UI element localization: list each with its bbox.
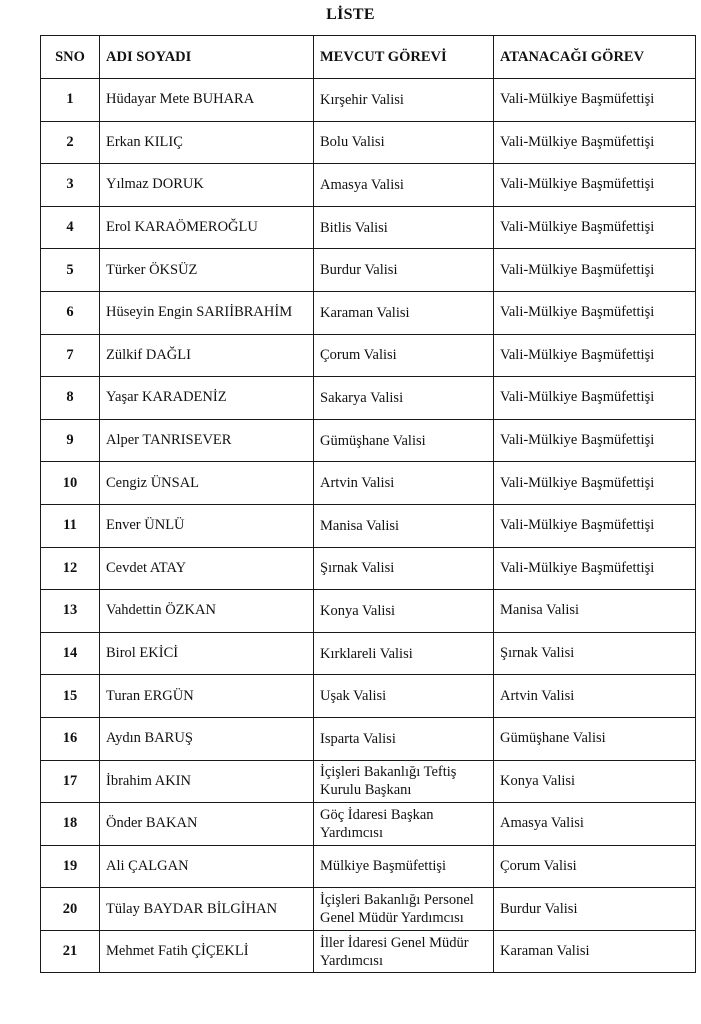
cell-current-position: Manisa Valisi xyxy=(314,504,494,547)
table-row xyxy=(41,206,696,249)
cell-new-position: Amasya Valisi xyxy=(494,803,696,846)
cell-current-position: Kırşehir Valisi xyxy=(314,79,494,122)
cell-current-position: Çorum Valisi xyxy=(314,334,494,377)
cell-new-position: Artvin Valisi xyxy=(494,675,696,718)
cell-sno: 15 xyxy=(41,675,100,718)
cell-name: Hüseyin Engin SARIİBRAHİM xyxy=(100,291,314,334)
cell-sno: 21 xyxy=(41,930,100,973)
cell-new-position: Vali-Mülkiye Başmüfettişi xyxy=(494,206,696,249)
cell-sno: 4 xyxy=(41,206,100,249)
table-row xyxy=(41,504,696,547)
cell-new-position: Vali-Mülkiye Başmüfettişi xyxy=(494,377,696,420)
cell-name: Zülkif DAĞLI xyxy=(100,334,314,377)
cell-current-position: İçişleri Bakanlığı Teftiş Kurulu Başkanı xyxy=(314,760,494,803)
table-row xyxy=(41,249,696,292)
cell-new-position: Karaman Valisi xyxy=(494,930,696,973)
cell-new-position: Gümüşhane Valisi xyxy=(494,717,696,760)
cell-new-position: Vali-Mülkiye Başmüfettişi xyxy=(494,504,696,547)
cell-name: Turan ERGÜN xyxy=(100,675,314,718)
cell-new-position: Vali-Mülkiye Başmüfettişi xyxy=(494,462,696,505)
cell-current-position: Uşak Valisi xyxy=(314,675,494,718)
cell-sno: 5 xyxy=(41,249,100,292)
cell-current-position: Gümüşhane Valisi xyxy=(314,419,494,462)
cell-name: Aydın BARUŞ xyxy=(100,717,314,760)
cell-current-position: Göç İdaresi Başkan Yardımcısı xyxy=(314,803,494,846)
cell-name: Birol EKİCİ xyxy=(100,632,314,675)
cell-sno: 13 xyxy=(41,590,100,633)
table-row xyxy=(41,164,696,207)
cell-name: Ali ÇALGAN xyxy=(100,845,314,888)
table-row xyxy=(41,547,696,590)
header-sno: SNO xyxy=(41,36,100,79)
cell-current-position: Kırklareli Valisi xyxy=(314,632,494,675)
document-title: LİSTE xyxy=(326,6,375,23)
table-row xyxy=(41,590,696,633)
table-row xyxy=(41,334,696,377)
cell-current-position: Konya Valisi xyxy=(314,590,494,633)
cell-new-position: Vali-Mülkiye Başmüfettişi xyxy=(494,249,696,292)
cell-sno: 11 xyxy=(41,504,100,547)
cell-name: Yaşar KARADENİZ xyxy=(100,377,314,420)
cell-sno: 12 xyxy=(41,547,100,590)
cell-name: Alper TANRISEVER xyxy=(100,419,314,462)
cell-sno: 9 xyxy=(41,419,100,462)
cell-new-position: Vali-Mülkiye Başmüfettişi xyxy=(494,291,696,334)
cell-current-position: Burdur Valisi xyxy=(314,249,494,292)
cell-name: Türker ÖKSÜZ xyxy=(100,249,314,292)
cell-current-position: Bolu Valisi xyxy=(314,121,494,164)
table-body xyxy=(41,79,696,973)
cell-new-position: Vali-Mülkiye Başmüfettişi xyxy=(494,419,696,462)
cell-sno: 17 xyxy=(41,760,100,803)
cell-sno: 20 xyxy=(41,888,100,931)
cell-current-position: Mülkiye Başmüfettişi xyxy=(314,845,494,888)
cell-name: Vahdettin ÖZKAN xyxy=(100,590,314,633)
table-row xyxy=(41,291,696,334)
cell-name: Önder BAKAN xyxy=(100,803,314,846)
cell-current-position: Isparta Valisi xyxy=(314,717,494,760)
cell-sno: 6 xyxy=(41,291,100,334)
cell-new-position: Çorum Valisi xyxy=(494,845,696,888)
cell-current-position: Bitlis Valisi xyxy=(314,206,494,249)
cell-sno: 19 xyxy=(41,845,100,888)
header-current-position: MEVCUT GÖREVİ xyxy=(314,36,494,79)
cell-new-position: Vali-Mülkiye Başmüfettişi xyxy=(494,164,696,207)
table-row xyxy=(41,760,696,803)
cell-current-position: Amasya Valisi xyxy=(314,164,494,207)
cell-current-position: İçişleri Bakanlığı Personel Genel Müdür Yardımcısı xyxy=(314,888,494,931)
cell-sno: 3 xyxy=(41,164,100,207)
cell-new-position: Manisa Valisi xyxy=(494,590,696,633)
cell-sno: 18 xyxy=(41,803,100,846)
cell-current-position: Artvin Valisi xyxy=(314,462,494,505)
cell-sno: 10 xyxy=(41,462,100,505)
cell-name: Hüdayar Mete BUHARA xyxy=(100,79,314,122)
cell-name: Cevdet ATAY xyxy=(100,547,314,590)
cell-new-position: Burdur Valisi xyxy=(494,888,696,931)
cell-sno: 7 xyxy=(41,334,100,377)
cell-current-position: Karaman Valisi xyxy=(314,291,494,334)
cell-name: Tülay BAYDAR BİLGİHAN xyxy=(100,888,314,931)
cell-new-position: Vali-Mülkiye Başmüfettişi xyxy=(494,547,696,590)
cell-current-position: İller İdaresi Genel Müdür Yardımcısı xyxy=(314,930,494,973)
cell-name: Erkan KILIÇ xyxy=(100,121,314,164)
cell-name: Yılmaz DORUK xyxy=(100,164,314,207)
table-row xyxy=(41,121,696,164)
cell-new-position: Vali-Mülkiye Başmüfettişi xyxy=(494,121,696,164)
table-row xyxy=(41,888,696,931)
header-name: ADI SOYADI xyxy=(100,36,314,79)
table-row xyxy=(41,845,696,888)
cell-current-position: Sakarya Valisi xyxy=(314,377,494,420)
cell-new-position: Şırnak Valisi xyxy=(494,632,696,675)
table-row xyxy=(41,930,696,973)
table-row xyxy=(41,462,696,505)
table-header-row xyxy=(41,36,696,79)
cell-new-position: Vali-Mülkiye Başmüfettişi xyxy=(494,79,696,122)
cell-sno: 16 xyxy=(41,717,100,760)
cell-name: İbrahim AKIN xyxy=(100,760,314,803)
cell-sno: 14 xyxy=(41,632,100,675)
cell-name: Enver ÜNLÜ xyxy=(100,504,314,547)
table-row xyxy=(41,632,696,675)
cell-sno: 8 xyxy=(41,377,100,420)
table-row xyxy=(41,675,696,718)
table-row xyxy=(41,377,696,420)
cell-sno: 2 xyxy=(41,121,100,164)
appointments-table xyxy=(40,35,696,973)
cell-current-position: Şırnak Valisi xyxy=(314,547,494,590)
table-row xyxy=(41,803,696,846)
cell-new-position: Konya Valisi xyxy=(494,760,696,803)
header-new-position: ATANACAĞI GÖREV xyxy=(494,36,696,79)
cell-name: Erol KARAÖMEROĞLU xyxy=(100,206,314,249)
cell-sno: 1 xyxy=(41,79,100,122)
table-row xyxy=(41,79,696,122)
table-row xyxy=(41,419,696,462)
table-row xyxy=(41,717,696,760)
cell-new-position: Vali-Mülkiye Başmüfettişi xyxy=(494,334,696,377)
cell-name: Cengiz ÜNSAL xyxy=(100,462,314,505)
cell-name: Mehmet Fatih ÇİÇEKLİ xyxy=(100,930,314,973)
